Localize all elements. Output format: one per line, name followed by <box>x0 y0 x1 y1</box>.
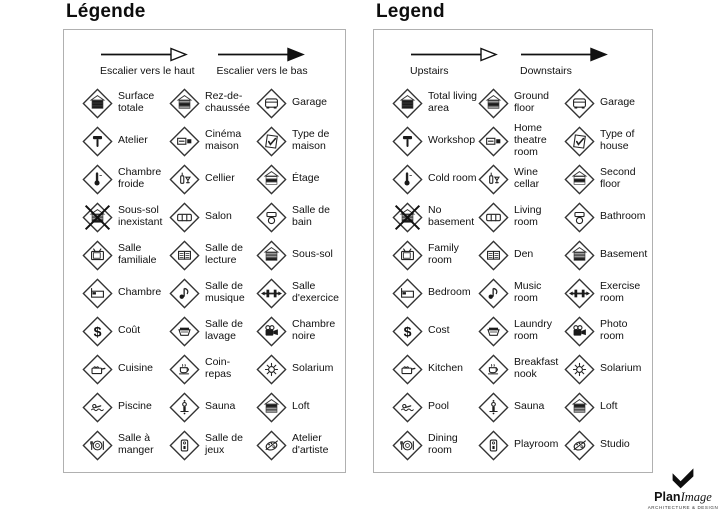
legend-item <box>256 126 343 157</box>
cost-icon <box>82 316 113 347</box>
legend-item-label: Loft <box>600 400 618 413</box>
logo-word-image: Image <box>680 490 712 504</box>
legend-item <box>392 316 478 347</box>
studio-icon <box>256 430 287 461</box>
legend-item-label: Sous-sol inexistant <box>118 204 163 228</box>
legend-item-label: Dining room <box>428 432 458 456</box>
legend-item <box>256 392 343 423</box>
workshop-icon <box>392 126 423 157</box>
legend-item-label: Laundry room <box>514 318 552 342</box>
legend-item-label: Salle de lavage <box>205 318 243 342</box>
legend-panel-french <box>63 29 346 473</box>
legend-item-label: Salle de musique <box>205 280 245 304</box>
cold-room-icon <box>392 164 423 195</box>
legend-grid <box>64 79 345 464</box>
legend-item-label: Den <box>514 248 534 261</box>
solarium-icon <box>256 354 287 385</box>
legend-item-label: Sous-sol <box>292 248 333 261</box>
living-room-icon <box>478 202 509 233</box>
total-living-area-icon <box>82 88 113 119</box>
logo-word-plan: Plan <box>654 490 681 504</box>
legend-item-label: Bedroom <box>428 286 471 299</box>
basement-icon <box>256 240 287 271</box>
legend-grid <box>374 79 652 464</box>
legend-item <box>564 240 650 271</box>
legend-item <box>82 354 169 385</box>
legend-item <box>478 202 564 233</box>
legend-item-label: Piscine <box>118 400 152 413</box>
svg-text:$: $ <box>403 323 412 340</box>
second-floor-icon <box>564 164 595 195</box>
legend-item <box>392 202 478 233</box>
den-icon <box>478 240 509 271</box>
legend-item <box>392 126 478 157</box>
legend-item <box>169 126 256 157</box>
legend-item-label: Kitchen <box>428 362 464 375</box>
legend-item-label: Bathroom <box>600 210 646 223</box>
legend-item <box>82 392 169 423</box>
wine-cellar-icon <box>169 164 200 195</box>
legend-item <box>392 88 478 119</box>
den-icon <box>169 240 200 271</box>
legend-item-label: Coût <box>118 324 141 337</box>
legend-panel-english <box>373 29 653 473</box>
legend-item-label: Garage <box>600 96 636 109</box>
legend-item <box>392 240 478 271</box>
stairs-arrow-label: Downstairs <box>520 65 572 77</box>
photo-room-icon <box>256 316 287 347</box>
legend-item-label: Solarium <box>600 362 642 375</box>
solarium-icon <box>564 354 595 385</box>
kitchen-icon <box>82 354 113 385</box>
sauna-icon <box>478 392 509 423</box>
legend-item <box>169 240 256 271</box>
legend-item <box>392 430 478 461</box>
legend-item-label: Garage <box>292 96 328 109</box>
music-room-icon <box>169 278 200 309</box>
house-type-icon <box>564 126 595 157</box>
legend-item <box>256 354 343 385</box>
legend-item <box>169 354 256 385</box>
legend-item-label: Total living area <box>428 90 478 114</box>
photo-room-icon <box>564 316 595 347</box>
legend-item <box>256 316 343 347</box>
home-theatre-icon <box>169 126 200 157</box>
home-theatre-icon <box>478 126 509 157</box>
legend-item-label: Exercise room <box>600 280 641 304</box>
bathroom-icon <box>564 202 595 233</box>
legend-item <box>392 354 478 385</box>
cost-icon <box>392 316 423 347</box>
total-living-area-icon <box>392 88 423 119</box>
ground-floor-icon <box>169 88 200 119</box>
legend-item <box>564 354 650 385</box>
legend-item <box>478 164 564 195</box>
second-floor-icon <box>256 164 287 195</box>
legend-item-label: No basement <box>428 204 475 228</box>
legend-item <box>82 278 169 309</box>
svg-text:$: $ <box>93 323 102 340</box>
legend-item-label: Ground floor <box>514 90 550 114</box>
stairs-arrows-row <box>374 30 652 79</box>
legend-item-label: Salle de jeux <box>205 432 243 456</box>
legend-item-label: Salle de lecture <box>205 242 243 266</box>
legend-item-label: Photo room <box>600 318 628 342</box>
legend-item-label: Second floor <box>600 166 636 190</box>
legend-item-label: Cellier <box>205 172 235 185</box>
stairs-arrows-row <box>64 30 345 79</box>
stairs-arrow-label: Escalier vers le haut <box>100 65 195 77</box>
legend-item <box>478 316 564 347</box>
stairs-up-arrow-block <box>100 47 195 77</box>
legend-item-label: Type of house <box>600 128 635 152</box>
legend-item-label: Music room <box>514 280 542 304</box>
legend-item <box>392 392 478 423</box>
bathroom-icon <box>256 202 287 233</box>
sauna-icon <box>169 392 200 423</box>
pool-icon <box>392 392 423 423</box>
legend-item <box>256 430 343 461</box>
legend-item <box>564 164 650 195</box>
legend-item <box>564 278 650 309</box>
legend-item-label: Sauna <box>205 400 236 413</box>
legend-title-english: Legend <box>376 1 445 22</box>
legend-item <box>392 164 478 195</box>
legend-item-label: Breakfast nook <box>514 356 559 380</box>
legend-item <box>478 354 564 385</box>
legend-item-label: Living room <box>514 204 542 228</box>
legend-item-label: Étage <box>292 172 320 185</box>
stairs-down-arrow-block <box>217 47 308 77</box>
no-basement-icon <box>392 202 423 233</box>
legend-item <box>564 392 650 423</box>
legend-item <box>82 202 169 233</box>
family-room-icon <box>82 240 113 271</box>
stairs-down-arrow-block <box>520 47 608 77</box>
legend-item-label: Chambre <box>118 286 162 299</box>
legend-item-label: Sauna <box>514 400 545 413</box>
breakfast-nook-icon <box>478 354 509 385</box>
legend-item <box>169 202 256 233</box>
laundry-room-icon <box>169 316 200 347</box>
legend-item <box>169 88 256 119</box>
legend-title-french: Légende <box>66 1 146 22</box>
legend-item <box>82 316 169 347</box>
legend-item-label: Loft <box>292 400 310 413</box>
playroom-icon <box>478 430 509 461</box>
legend-item-label: Atelier d'artiste <box>292 432 329 456</box>
legend-item <box>169 430 256 461</box>
legend-item <box>564 202 650 233</box>
legend-item <box>392 278 478 309</box>
legend-item-label: Pool <box>428 400 450 413</box>
legend-item <box>82 164 169 195</box>
legend-item <box>169 392 256 423</box>
stairs-up-arrow <box>100 47 188 62</box>
legend-item-label: Rez-de-chaussée <box>205 90 250 114</box>
planimage-logo <box>649 466 717 510</box>
legend-item <box>256 278 343 309</box>
legend-item-label: Workshop <box>428 134 476 147</box>
legend-item <box>564 430 650 461</box>
legend-item <box>169 164 256 195</box>
legend-item <box>564 126 650 157</box>
breakfast-nook-icon <box>169 354 200 385</box>
stairs-down-arrow <box>217 47 305 62</box>
wine-cellar-icon <box>478 164 509 195</box>
legend-item <box>478 278 564 309</box>
stairs-up-arrow <box>410 47 498 62</box>
bedroom-icon <box>392 278 423 309</box>
legend-item-label: Salle à manger <box>118 432 154 456</box>
kitchen-icon <box>392 354 423 385</box>
legend-item-label: Salle familiale <box>118 242 157 266</box>
legend-item-label: Surface totale <box>118 90 155 114</box>
legend-item <box>478 88 564 119</box>
legend-item <box>478 392 564 423</box>
legend-item <box>478 123 564 158</box>
dining-room-icon <box>82 430 113 461</box>
garage-icon <box>256 88 287 119</box>
legend-item-label: Wine cellar <box>514 166 540 190</box>
living-room-icon <box>169 202 200 233</box>
exercise-room-icon <box>256 278 287 309</box>
legend-item <box>256 202 343 233</box>
family-room-icon <box>392 240 423 271</box>
legend-item <box>82 126 169 157</box>
legend-item-label: Studio <box>600 438 630 451</box>
stairs-arrow-label: Upstairs <box>410 65 449 77</box>
legend-item-label: Chambre froide <box>118 166 162 190</box>
loft-icon <box>564 392 595 423</box>
no-basement-icon <box>82 202 113 233</box>
stairs-up-arrow-block <box>410 47 498 77</box>
legend-item-label: Salle de bain <box>292 204 330 228</box>
workshop-icon <box>82 126 113 157</box>
legend-item-label: Cuisine <box>118 362 154 375</box>
legend-item-label: Salon <box>205 210 232 223</box>
legend-item <box>169 316 256 347</box>
legend-item <box>82 240 169 271</box>
house-type-icon <box>256 126 287 157</box>
laundry-room-icon <box>478 316 509 347</box>
legend-item-label: Salle d'exercice <box>292 280 339 304</box>
legend-item <box>82 430 169 461</box>
pool-icon <box>82 392 113 423</box>
planimage-logo-text <box>654 491 712 504</box>
bedroom-icon <box>82 278 113 309</box>
legend-item-label: Home theatre room <box>514 122 547 158</box>
legend-item-label: Basement <box>600 248 648 261</box>
legend-item <box>256 240 343 271</box>
legend-item-label: Cinéma maison <box>205 128 242 152</box>
dining-room-icon <box>392 430 423 461</box>
legend-item-label: Coin-repas <box>205 356 232 380</box>
legend-item-label: Solarium <box>292 362 334 375</box>
legend-item <box>256 164 343 195</box>
music-room-icon <box>478 278 509 309</box>
basement-icon <box>564 240 595 271</box>
legend-item <box>256 88 343 119</box>
planimage-logo-subtitle: ARCHITECTURE & DESIGN <box>647 504 719 510</box>
legend-item-label: Cost <box>428 324 450 337</box>
legend-item-label: Family room <box>428 242 459 266</box>
playroom-icon <box>169 430 200 461</box>
legend-item <box>478 430 564 461</box>
legend-item <box>564 316 650 347</box>
legend-item <box>82 88 169 119</box>
legend-item <box>478 240 564 271</box>
cold-room-icon <box>82 164 113 195</box>
legend-item-label: Chambre noire <box>292 318 336 342</box>
legend-item-label: Cold room <box>428 172 477 185</box>
stairs-arrow-label: Escalier vers le bas <box>216 65 308 77</box>
legend-item <box>169 278 256 309</box>
stairs-down-arrow <box>520 47 608 62</box>
legend-item-label: Type de maison <box>292 128 330 152</box>
loft-icon <box>256 392 287 423</box>
exercise-room-icon <box>564 278 595 309</box>
legend-item-label: Atelier <box>118 134 148 147</box>
planimage-logo-icon <box>670 466 696 490</box>
legend-item <box>564 88 650 119</box>
studio-icon <box>564 430 595 461</box>
legend-item-label: Playroom <box>514 438 559 451</box>
garage-icon <box>564 88 595 119</box>
ground-floor-icon <box>478 88 509 119</box>
